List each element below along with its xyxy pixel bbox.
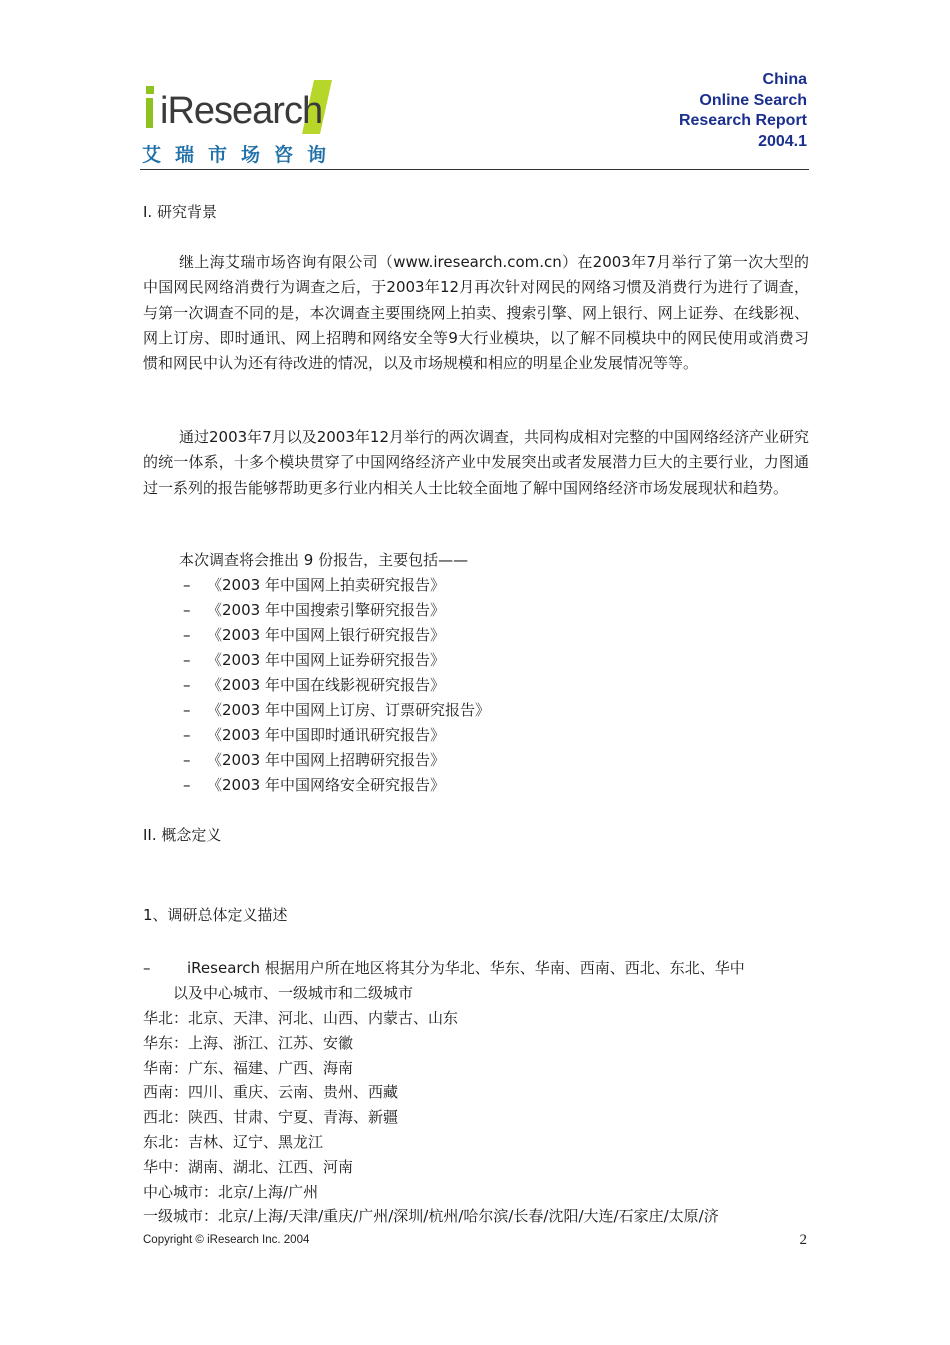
report-title: 《2003 年中国网上订房、订票研究报告》 bbox=[207, 701, 490, 719]
logo-dot-shape bbox=[146, 86, 154, 94]
report-title: 《2003 年中国在线影视研究报告》 bbox=[207, 676, 445, 694]
report-title: 《2003 年中国网上证券研究报告》 bbox=[207, 651, 445, 669]
list-item bbox=[143, 573, 468, 598]
region-row: 西北：陕西、甘肃、宁夏、青海、新疆 bbox=[143, 1108, 399, 1127]
report-title: 《2003 年中国网上拍卖研究报告》 bbox=[207, 576, 445, 594]
dash-marker: – bbox=[183, 726, 191, 744]
page-number: 2 bbox=[799, 1232, 807, 1248]
region-row: 中心城市：北京/上海/广州 bbox=[143, 1182, 319, 1201]
dash-marker: – bbox=[143, 959, 151, 977]
dash-marker: – bbox=[183, 676, 191, 694]
section-heading-definitions: II. 概念定义 bbox=[143, 826, 222, 844]
dash-marker: – bbox=[183, 601, 191, 619]
report-title: 《2003 年中国即时通讯研究报告》 bbox=[207, 726, 445, 744]
subheading-survey-definition: 1、调研总体定义描述 bbox=[143, 906, 288, 924]
logo-text: iResearch bbox=[160, 90, 323, 132]
report-title-line: Research Report bbox=[678, 112, 807, 129]
dash-marker: – bbox=[183, 651, 191, 669]
region-row: 华南：广东、福建、广西、海南 bbox=[143, 1058, 354, 1077]
list-item bbox=[143, 723, 468, 748]
dash-marker: – bbox=[183, 576, 191, 594]
copyright-notice: Copyright © iResearch Inc. 2004 bbox=[143, 1234, 310, 1246]
logo-chinese-name: 艾瑞市场咨询 bbox=[142, 144, 341, 166]
region-description-line: 以及中心城市、一级城市和二级城市 bbox=[173, 984, 414, 1002]
region-row: 一级城市：北京/上海/天津/重庆/广州/深圳/杭州/哈尔滨/长春/沈阳/大连/石家庄/太原/济 bbox=[143, 1207, 719, 1226]
dash-marker: – bbox=[183, 626, 191, 644]
report-title-line: Online Search bbox=[699, 91, 807, 109]
logo-bar-shape bbox=[146, 98, 153, 128]
section-heading-background: I. 研究背景 bbox=[143, 203, 217, 221]
iresearch-logo bbox=[140, 74, 340, 164]
region-description-line: iResearch 根据用户所在地区将其分为华北、华东、华南、西南、西北、东北、华中 bbox=[187, 959, 745, 977]
list-item bbox=[143, 748, 468, 773]
background-paragraph-1: 继上海艾瑞市场咨询有限公司（www.iresearch.com.cn）在2003年7月举行了第一次大型的中国网民网络消费行为调查之后，于2003年12月再次针对网民的网络习惯及消费行为进行了调查，与第一次调查不同的是，本次调查主要围绕网上拍卖、搜索引擎、网上银行、网上证券、在线影视、网上订房、即时通讯、网上招聘和网络安全等9大行业模块，以了解不同模块中的网民使用或消费习惯和网民中认为还有待改进的情况，以及市场规模和相应的明星企业发展情况等等。 bbox=[143, 253, 809, 373]
dash-marker: – bbox=[183, 776, 191, 794]
list-item bbox=[143, 598, 468, 623]
list-item bbox=[143, 673, 468, 698]
list-item bbox=[143, 648, 468, 673]
report-title-line: China bbox=[762, 71, 807, 88]
region-list bbox=[143, 1006, 719, 1229]
report-title: 《2003 年中国网上银行研究报告》 bbox=[207, 626, 445, 644]
header-divider bbox=[140, 169, 809, 170]
region-row: 东北：吉林、辽宁、黑龙江 bbox=[143, 1132, 324, 1151]
logo-wordmark bbox=[140, 80, 340, 136]
report-title: 《2003 年中国搜索引擎研究报告》 bbox=[207, 601, 445, 619]
report-list bbox=[143, 548, 490, 798]
dash-marker: – bbox=[183, 701, 191, 719]
region-description bbox=[143, 956, 809, 1006]
report-list-intro: 本次调查将会推出 9 份报告，主要包括—— bbox=[179, 551, 469, 569]
background-paragraph-2: 通过2003年7月以及2003年12月举行的两次调查，共同构成相对完整的中国网络经济产业研究的统一体系，十多个模块贯穿了中国网络经济产业中发展突出或者发展潜力巨大的主要行业，力图通过一系列的报告能够帮助更多行业内相关人士比较全面地了解中国网络经济市场发展现状和趋势。 bbox=[143, 428, 809, 497]
region-row: 西南：四川、重庆、云南、贵州、西藏 bbox=[143, 1083, 399, 1102]
dash-marker: – bbox=[183, 751, 191, 769]
region-row: 华北：北京、天津、河北、山西、内蒙古、山东 bbox=[143, 1009, 459, 1027]
report-title: 《2003 年中国网上招聘研究报告》 bbox=[207, 751, 445, 769]
region-row: 华东：上海、浙江、江苏、安徽 bbox=[143, 1033, 354, 1052]
list-item bbox=[143, 623, 468, 648]
list-item bbox=[143, 698, 490, 723]
report-date: 2004.1 bbox=[758, 132, 807, 150]
list-item bbox=[143, 773, 468, 798]
report-title-block bbox=[679, 70, 807, 152]
report-title: 《2003 年中国网络安全研究报告》 bbox=[207, 776, 445, 794]
region-row: 华中：湖南、湖北、江西、河南 bbox=[143, 1157, 354, 1176]
